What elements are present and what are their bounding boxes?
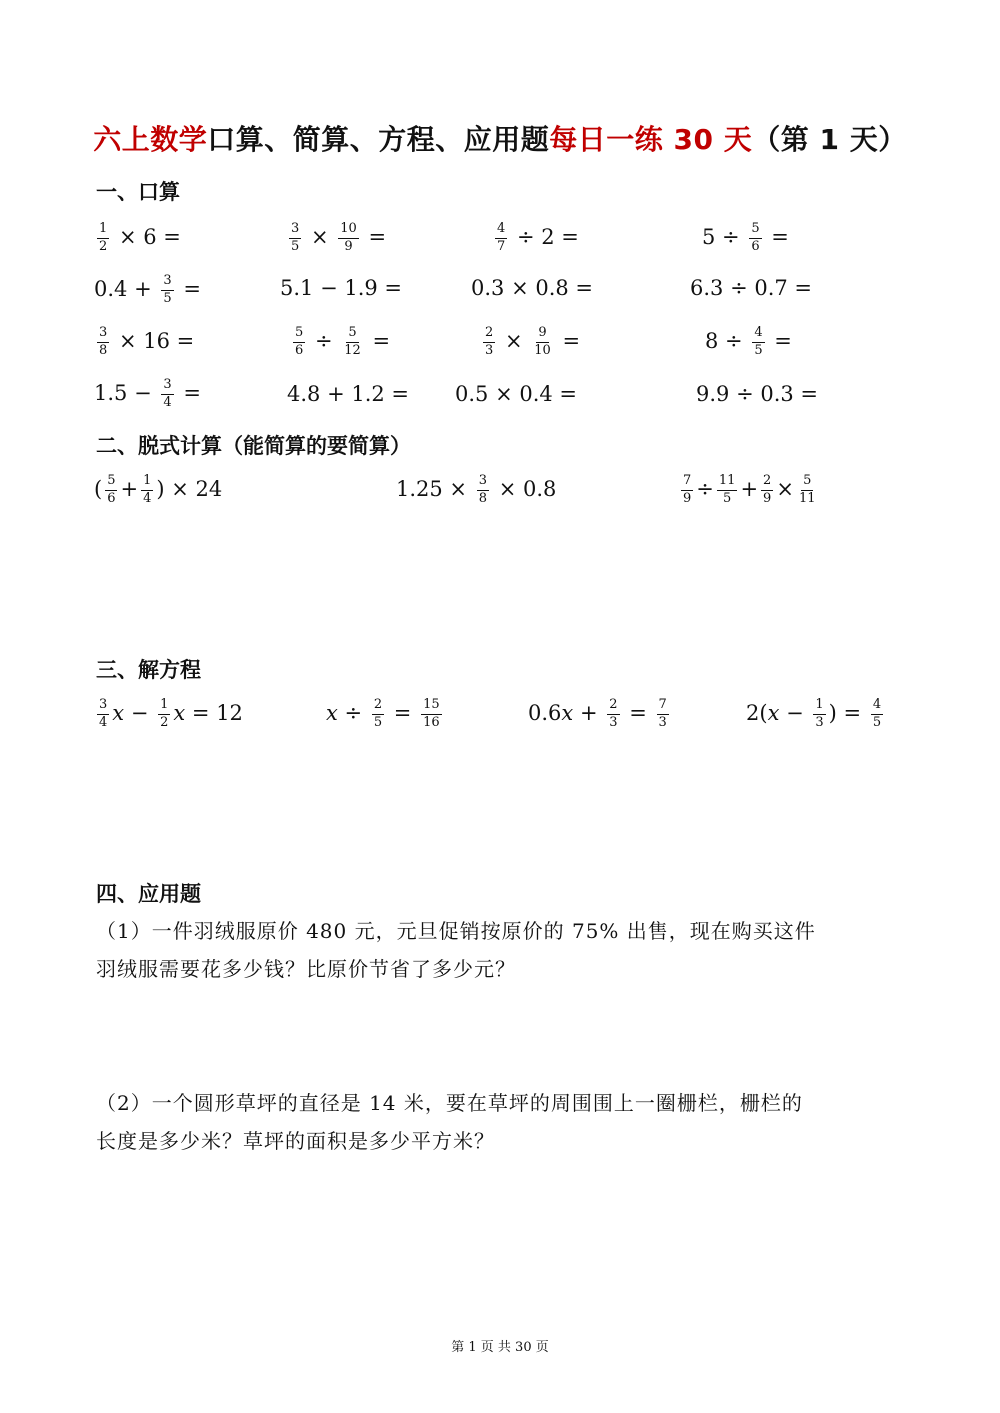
oral-expression: 5.1 − 1.9 = [280, 276, 403, 300]
fraction: $\frac{5}{11}$ [798, 473, 816, 506]
fraction: $\frac{11}{5}$ [718, 473, 736, 506]
oral-expression: 8 ÷ $\frac{4}{5}$ = [705, 325, 792, 358]
section-equations-heading: 三、解方程 [96, 658, 201, 682]
fraction: $\frac{2}{3}$ [609, 697, 618, 730]
section-oral-heading: 一、口算 [96, 180, 180, 204]
title-part-2: 口算、简算、方程、应用题 [207, 123, 550, 156]
fraction: $\frac{1}{2}$ [160, 697, 169, 730]
fraction: $\frac{2}{3}$ [485, 325, 494, 358]
title-part-4: （第 1 天） [752, 123, 907, 156]
oral-expression: 0.3 × 0.8 = [471, 276, 594, 300]
page-title [0, 118, 1000, 158]
oral-expression: 1.5 − $\frac{3}{4}$ = [94, 377, 201, 410]
calc-expression: $\frac{7}{9}$ ÷ $\frac{11}{5}$ + $\frac{2}{9}$ × $\frac{5}{11}$ [683, 473, 816, 506]
oral-expression: 0.5 × 0.4 = [455, 382, 578, 406]
fraction: $\frac{5}{6}$ [751, 221, 760, 254]
equation: $\frac{3}{4}$ x − $\frac{1}{2}$ x = 12 [99, 697, 243, 730]
oral-expression: 6.3 ÷ 0.7 = [690, 276, 813, 300]
fraction: $\frac{1}{4}$ [143, 473, 152, 506]
fraction: $\frac{3}{8}$ [99, 325, 108, 358]
oral-expression: 0.4 + $\frac{3}{5}$ = [94, 273, 201, 306]
section-word-problems-heading: 四、应用题 [96, 882, 201, 906]
fraction: $\frac{5}{6}$ [295, 325, 304, 358]
oral-expression: $\frac{3}{5}$ × $\frac{10}{9}$ = [291, 221, 387, 254]
fraction: $\frac{7}{9}$ [683, 473, 692, 506]
fraction: $\frac{3}{4}$ [99, 697, 108, 730]
problem-line: （2）一个圆形草坪的直径是 14 米，要在草坪的周围围上一圈栅栏，栅栏的 [96, 1091, 803, 1115]
fraction: $\frac{3}{5}$ [291, 221, 300, 254]
problem-line: （1）一件羽绒服原价 480 元，元旦促销按原价的 75% 出售，现在购买这件 [96, 919, 816, 943]
fraction: $\frac{2}{9}$ [763, 473, 772, 506]
oral-expression: $\frac{1}{2}$ × 6 = [99, 221, 181, 254]
fraction: $\frac{7}{3}$ [658, 697, 667, 730]
title-part-3: 每日一练 30 天 [549, 123, 753, 156]
fraction: $\frac{4}{5}$ [872, 697, 882, 730]
title-part-1: 六上数学 [93, 123, 208, 156]
word-problem-1 [96, 912, 896, 988]
fraction: $\frac{1}{3}$ [815, 697, 824, 730]
fraction: $\frac{10}{9}$ [340, 221, 357, 254]
fraction: $\frac{5}{12}$ [344, 325, 361, 358]
oral-expression: $\frac{3}{8}$ × 16 = [99, 325, 195, 358]
equation: 2(x − $\frac{1}{3}$ ) = $\frac{4}{5}$ [746, 697, 882, 730]
equation: x ÷ $\frac{2}{5}$ = $\frac{15}{16}$ [326, 697, 440, 730]
problem-line: 羽绒服需要花多少钱？比原价节省了多少元？ [96, 957, 516, 981]
oral-expression: $\frac{2}{3}$ × $\frac{9}{10}$ = [485, 325, 581, 358]
equation: 0.6x + $\frac{2}{3}$ = $\frac{7}{3}$ [528, 697, 667, 730]
oral-expression: 9.9 ÷ 0.3 = [696, 382, 819, 406]
fraction: $\frac{2}{5}$ [373, 697, 383, 730]
word-problem-2 [96, 1084, 896, 1160]
oral-expression: 5 ÷ $\frac{5}{6}$ = [702, 221, 789, 254]
fraction: $\frac{3}{4}$ [163, 377, 172, 410]
fraction: $\frac{4}{7}$ [497, 221, 506, 254]
oral-expression: $\frac{5}{6}$ ÷ $\frac{5}{12}$ = [295, 325, 391, 358]
fraction: $\frac{1}{2}$ [99, 221, 108, 254]
page-footer: 第 1 页 共 30 页 [451, 1340, 549, 1355]
fraction: $\frac{3}{8}$ [478, 473, 487, 506]
fraction: $\frac{3}{5}$ [163, 273, 172, 306]
calc-expression: 1.25 × $\frac{3}{8}$ × 0.8 [396, 473, 557, 506]
section-calc-heading: 二、脱式计算（能简算的要简算） [96, 434, 411, 458]
fraction: $\frac{9}{10}$ [534, 325, 551, 358]
oral-expression: 4.8 + 1.2 = [287, 382, 410, 406]
fraction: $\frac{15}{16}$ [423, 697, 440, 730]
problem-line: 长度是多少米？草坪的面积是多少平方米？ [96, 1129, 495, 1153]
fraction: $\frac{5}{6}$ [107, 473, 116, 506]
fraction: $\frac{4}{5}$ [754, 325, 763, 358]
calc-expression: ( $\frac{5}{6}$ + $\frac{1}{4}$ ) × 24 [94, 473, 223, 506]
oral-expression: $\frac{4}{7}$ ÷ 2 = [497, 221, 579, 254]
